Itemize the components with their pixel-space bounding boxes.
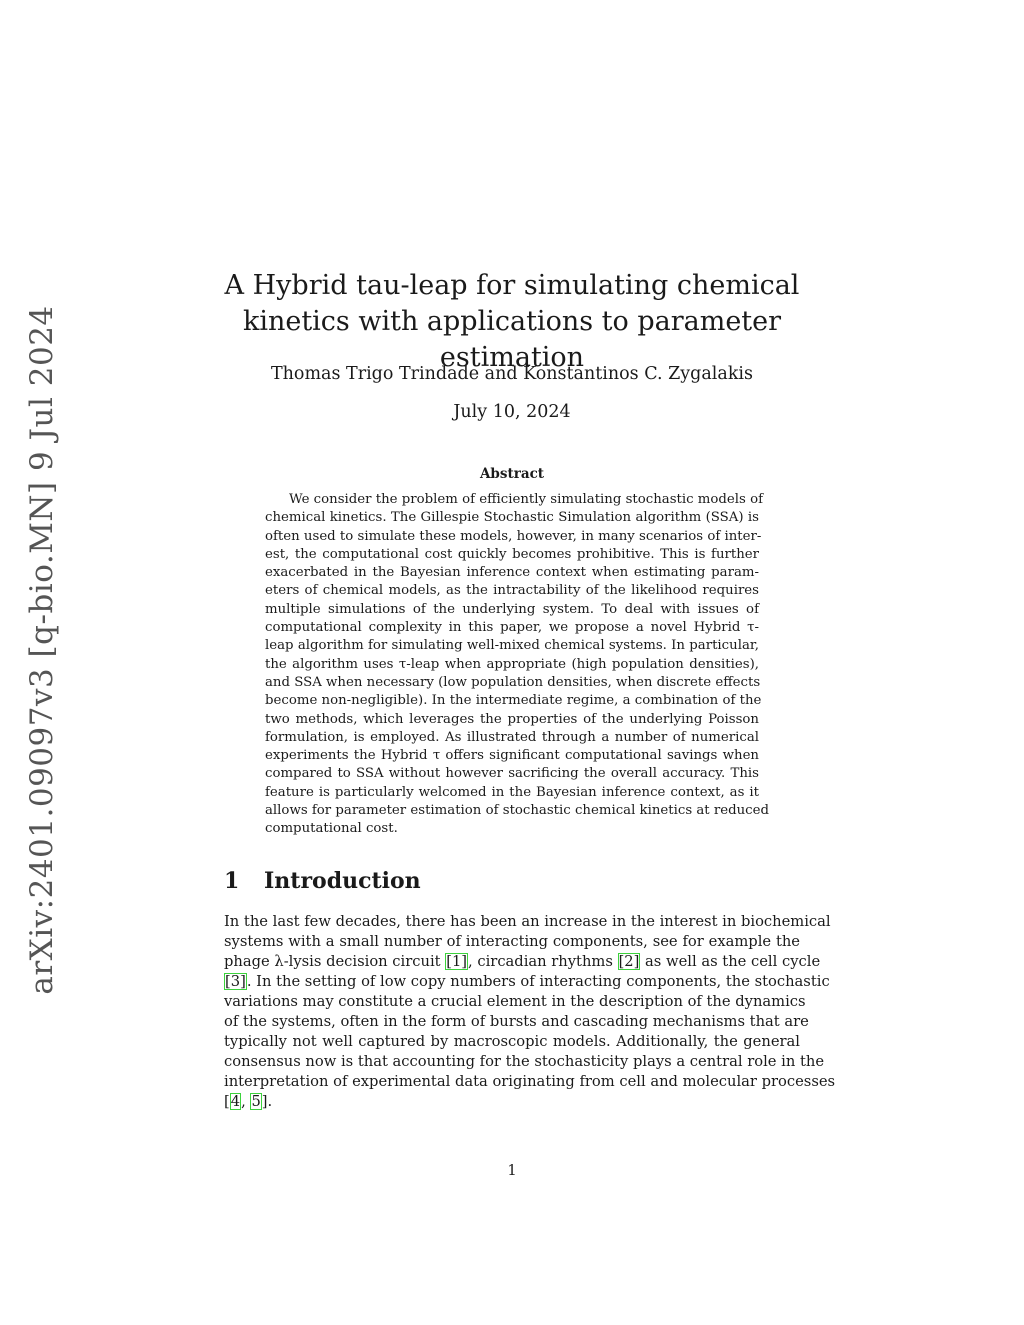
citation-link[interactable]: 5 [251, 1093, 261, 1110]
abstract-line: formulation, is employed. As illustrated through a number of numerical [265, 729, 759, 745]
abstract-line: become non-negligible). In the intermediate regime, a combination of the [265, 693, 762, 709]
section-number: 1 [224, 868, 240, 894]
line-text: as well as the cell cycle [640, 953, 821, 970]
line-text: , circadian rhythms [468, 953, 618, 970]
abstract-body [265, 491, 770, 839]
abstract-line: feature is particularly welcomed in the Bayesian inference context, as it [265, 784, 759, 800]
line-text: . In the setting of low copy numbers of interacting components, the stochastic [246, 973, 830, 990]
abstract-line: often used to simulate these models, however, in many scenarios of inter- [265, 528, 762, 544]
citation-link[interactable]: [2] [618, 953, 640, 970]
paragraph-line: In the last few decades, there has been an increase in the interest in biochemical [224, 913, 831, 930]
abstract-line: experiments the Hybrid τ offers significant computational savings when [265, 748, 759, 764]
line-text: phage λ-lysis decision circuit [224, 953, 446, 970]
introduction-paragraph [224, 912, 836, 1112]
paragraph-line [224, 972, 830, 992]
abstract-line: multiple simulations of the underlying system. To deal with issues of [265, 601, 759, 617]
bracket: [ [224, 1093, 230, 1110]
bracket: ] [261, 1093, 268, 1110]
paragraph-line: of the systems, often in the form of bursts and cascading mechanisms that are [224, 1013, 809, 1030]
citation-link[interactable]: [1] [446, 953, 468, 970]
paragraph-line [224, 1092, 800, 1112]
abstract-line: chemical kinetics. The Gillespie Stochastic Simulation algorithm (SSA) is [265, 510, 759, 526]
paragraph-line: variations may constitute a crucial element in the description of the dynamics [224, 993, 806, 1010]
abstract-line: and SSA when necessary (low population densities, when discrete effects [265, 674, 761, 690]
abstract-line: computational cost. [265, 821, 398, 837]
separator: , [241, 1093, 251, 1110]
arxiv-identifier-stamp: arXiv:2401.09097v3 [q-bio.MN] 9 Jul 2024 [24, 305, 60, 995]
abstract-heading: Abstract [479, 466, 545, 482]
abstract-line: two methods, which leverages the properties of the underlying Poisson [265, 711, 759, 727]
paragraph-line: typically not well captured by macroscopic models. Additionally, the general [224, 1033, 800, 1050]
section-heading [224, 868, 421, 894]
paper-date: July 10, 2024 [453, 402, 571, 422]
abstract-line: est, the computational cost quickly becomes prohibitive. This is further [265, 546, 759, 562]
citation-link[interactable]: 4 [230, 1093, 241, 1110]
abstract-line: allows for parameter estimation of stochastic chemical kinetics at reduced [265, 803, 770, 819]
paper-authors: Thomas Trigo Trindade and Konstantinos C. Zygalakis [270, 364, 753, 384]
abstract-line: eters of chemical models, as the intractability of the likelihood requires [265, 583, 759, 599]
citation-link[interactable]: [3] [225, 973, 246, 990]
abstract-line: compared to SSA without however sacrificing the overall accuracy. This [265, 766, 759, 782]
paragraph-line: consensus now is that accounting for the stochasticity plays a central role in the [224, 1053, 825, 1070]
abstract-line: the algorithm uses τ-leap when appropriate (high population densities), [265, 656, 759, 672]
page-number: 1 [507, 1162, 517, 1179]
title-line: A Hybrid tau-leap for simulating chemical [224, 270, 800, 301]
abstract-line: We consider the problem of efficiently simulating stochastic models of [289, 492, 764, 507]
paragraph-line: systems with a small number of interacting components, see for example the [224, 933, 800, 950]
paper-title [200, 268, 824, 376]
paragraph-line [224, 952, 821, 972]
section-title: Introduction [264, 868, 421, 894]
title-line: kinetics with applications to parameter estimation [242, 306, 782, 373]
line-text: . [267, 1093, 273, 1110]
abstract-line: exacerbated in the Bayesian inference context when estimating param- [265, 565, 759, 581]
paragraph-line: interpretation of experimental data originating from cell and molecular processes [224, 1073, 836, 1090]
abstract-line: leap algorithm for simulating well-mixed chemical systems. In particular, [265, 638, 759, 654]
abstract-line: computational complexity in this paper, we propose a novel Hybrid τ- [265, 620, 759, 636]
